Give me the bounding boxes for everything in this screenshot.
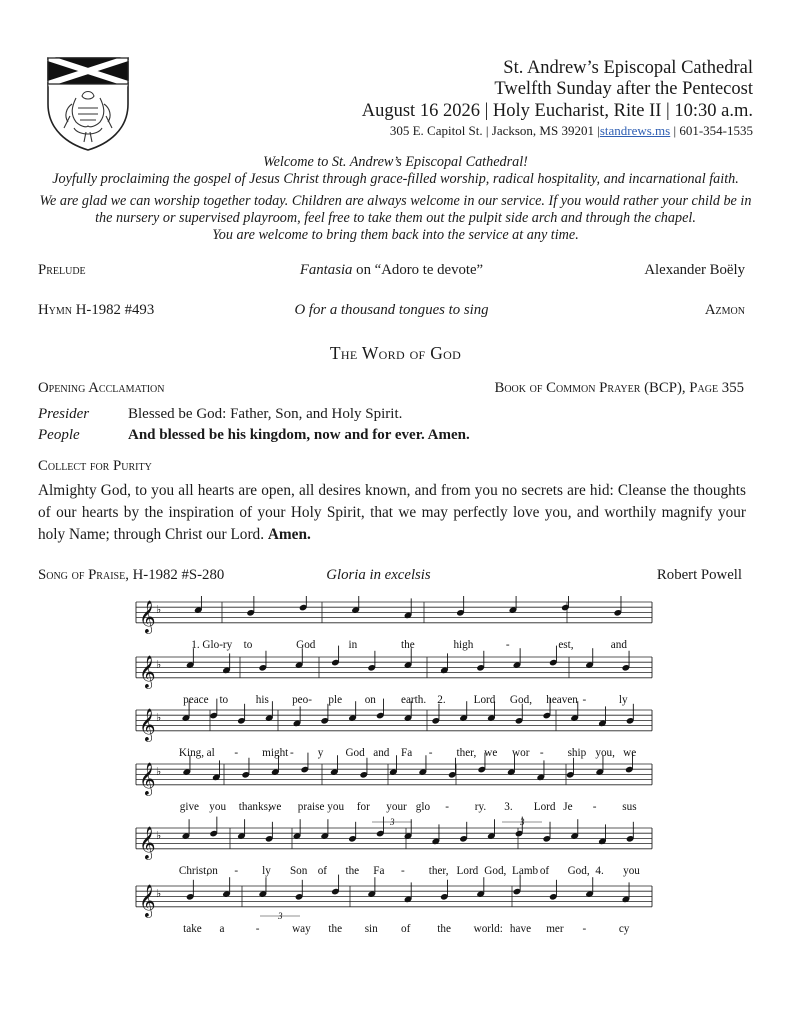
address: 305 E. Capitol St. | Jackson, MS 39201 |: [389, 123, 600, 138]
lyric-syllable: 4.: [595, 864, 604, 877]
lyric-syllable: wor: [512, 746, 530, 759]
lyric-syllable: your: [386, 800, 407, 813]
music-score: [132, 596, 658, 956]
service-header: [362, 58, 753, 139]
music-staff: [136, 596, 652, 651]
lyric-syllable: heaven: [546, 693, 578, 706]
lyric-syllable: -: [505, 638, 510, 651]
lyric-syllable: Christ,: [178, 864, 210, 877]
lyric-syllable: in: [348, 638, 358, 651]
flat-icon: ♭: [156, 603, 162, 616]
lyric-syllable: and: [373, 746, 390, 759]
lyric-syllable: take: [183, 922, 202, 935]
treble-clef-icon: 𝄞: [139, 656, 156, 688]
music-staff: [136, 699, 652, 759]
lyric-syllable: mer: [546, 922, 564, 935]
lyric-syllable: 1. Glo-ry: [191, 638, 233, 651]
lyric-syllable: -: [289, 746, 294, 759]
flat-icon: ♭: [156, 658, 162, 671]
lyric-syllable: give: [179, 800, 200, 813]
treble-clef-icon: 𝄞: [139, 601, 156, 633]
acclamation-label: Opening Acclamation: [38, 380, 165, 396]
lyric-syllable: of: [401, 922, 411, 935]
collect-amen: Amen.: [267, 526, 311, 543]
lyric-syllable: we: [268, 800, 282, 813]
lyric-syllable: ship: [567, 746, 587, 759]
lyric-syllable: Je: [563, 800, 573, 813]
lyric-syllable: we: [623, 746, 637, 759]
lyric-line: [183, 694, 628, 706]
song-composer: Robert Powell: [656, 567, 742, 583]
lyric-syllable: -: [428, 746, 433, 759]
flat-icon: ♭: [156, 711, 162, 724]
lyric-syllable: 2.: [437, 693, 446, 706]
lyric-syllable: the: [328, 922, 343, 935]
people-label: People: [38, 427, 80, 443]
lyric-syllable: we: [484, 746, 498, 759]
lyric-syllable: of: [317, 864, 328, 877]
lyric-syllable: King,: [178, 746, 205, 759]
lyric-syllable: God,: [484, 864, 507, 877]
presider-text: Blessed be God: Father, Son, and Holy Spirit.: [128, 406, 403, 422]
lyric-syllable: his: [255, 693, 269, 706]
occasion-title: Twelfth Sunday after the Pentecost: [494, 79, 753, 99]
children-line-1: We are glad we can worship together today. Children are always welcome in our service. If you would rather your child be in: [39, 193, 752, 209]
treble-clef-icon: 𝄞: [139, 709, 156, 741]
lyric-syllable: way: [292, 922, 311, 935]
lyric-syllable: you: [209, 800, 227, 813]
treble-clef-icon: 𝄞: [139, 827, 156, 859]
flat-icon: ♭: [156, 829, 162, 842]
lyric-syllable: and: [610, 638, 627, 651]
contact-line: [362, 123, 753, 139]
treble-clef-icon: 𝄞: [139, 885, 156, 917]
lyric-syllable: a: [219, 922, 225, 935]
hymn-label: Hymn H-1982 #493: [38, 302, 155, 318]
triplet-mark: 3: [278, 911, 283, 921]
collect-text: Almighty God, to you all hearts are open, all desires known, and from you no secrets are hid: Cleanse the thoughts of our hearts by the inspiration of your Holy Spirit, that we may perfectly love you, and worthily magnify your holy Name; through Christ our Lord. Amen.: [38, 482, 746, 543]
flat-icon: ♭: [156, 765, 162, 778]
lyric-syllable: Lord: [456, 864, 479, 877]
lyric-syllable: -: [234, 864, 239, 877]
lyric-syllable: you: [327, 800, 345, 813]
lyric-line: [179, 747, 636, 759]
lyric-syllable: est,: [558, 638, 574, 651]
cathedral-crest-logo: [46, 56, 130, 152]
lyric-syllable: the: [345, 864, 360, 877]
lyric-syllable: ple: [328, 693, 343, 706]
triplet-mark: 3: [520, 817, 525, 827]
song-title: Gloria in excelsis: [326, 567, 431, 583]
phone: | 601-354-1535: [673, 123, 753, 138]
lyric-syllable: earth.: [401, 693, 427, 706]
lyric-syllable: might: [262, 746, 289, 759]
people-text: And blessed be his kingdom, now and for ever. Amen.: [128, 427, 470, 443]
lyric-syllable: sus: [622, 800, 637, 813]
lyric-syllable: God,: [509, 693, 533, 706]
lyric-syllable: -: [401, 864, 405, 877]
lyric-syllable: peo-: [292, 693, 312, 706]
website-link[interactable]: standrews.ms: [599, 123, 671, 138]
service-info: August 16 2026 | Holy Eucharist, Rite II | 10:30 a.m.: [361, 101, 753, 121]
lyric-syllable: -: [582, 922, 587, 935]
lyric-syllable: sin: [364, 922, 378, 935]
lyric-syllable: Lord: [473, 693, 496, 706]
lyric-syllable: -: [445, 800, 449, 813]
lyric-syllable: to: [219, 693, 229, 706]
lyric-line: [191, 639, 627, 651]
lyric-syllable: have: [509, 922, 532, 935]
lyric-syllable: God: [296, 638, 316, 651]
lyric-syllable: -: [234, 746, 239, 759]
children-line-2: the nursery or supervised playroom, feel free to take them out the pulpit side arch and through the chapel.: [95, 210, 696, 226]
song-label: Song of Praise, H-1982 #S-280: [38, 567, 225, 583]
welcome-line: Welcome to St. Andrew’s Episcopal Cathedral!: [263, 154, 528, 170]
lyric-syllable: to: [243, 638, 253, 651]
lyric-syllable: Fa: [373, 864, 385, 877]
prelude-label: Prelude: [38, 262, 86, 278]
welcome-message: [30, 154, 761, 244]
lyric-syllable: Son: [289, 864, 308, 877]
lyric-syllable: -: [592, 800, 597, 813]
lyric-syllable: ly: [618, 693, 628, 706]
music-staff: [136, 646, 652, 706]
lyric-syllable: praise: [297, 800, 325, 813]
lyric-syllable: glo: [415, 800, 431, 813]
lyric-syllable: on: [364, 693, 376, 706]
lyric-syllable: ther,: [456, 746, 477, 759]
lyric-syllable: you: [623, 864, 640, 877]
lyric-syllable: high: [453, 638, 474, 651]
lyric-syllable: ly: [262, 864, 271, 877]
lyric-syllable: ther,: [428, 864, 449, 877]
lyric-syllable: al: [206, 746, 215, 759]
lyric-syllable: the: [401, 638, 415, 651]
lyric-syllable: world:: [473, 922, 503, 935]
lyric-syllable: for: [356, 800, 370, 813]
lyric-syllable: 3.: [504, 800, 513, 813]
lyric-syllable: -: [539, 746, 544, 759]
lyric-line: [183, 923, 630, 935]
lyric-syllable: thanks,: [238, 800, 271, 813]
lyric-line: [180, 801, 637, 813]
lyric-syllable: the: [437, 922, 451, 935]
lyric-line: [179, 865, 640, 877]
triplet-mark: 3: [390, 817, 395, 827]
lyric-syllable: on: [206, 864, 218, 877]
hymn-title: O for a thousand tongues to sing: [294, 302, 489, 318]
lyric-syllable: -: [582, 693, 587, 706]
bcp-reference: Book of Common Prayer (BCP), Page 355: [494, 380, 744, 396]
lyric-syllable: -: [255, 922, 260, 935]
lyric-syllable: God,: [567, 864, 590, 877]
lyric-syllable: cy: [618, 922, 630, 935]
prelude-composer: Alexander Boëly: [644, 262, 745, 278]
collect-label: Collect for Purity: [38, 458, 152, 474]
cathedral-name: St. Andrew’s Episcopal Cathedral: [503, 58, 753, 78]
prelude-title: Fantasia on “Adoro te devote”: [299, 262, 484, 278]
lyric-syllable: y: [317, 746, 324, 759]
lyric-syllable: ry.: [474, 800, 487, 813]
presider-label: Presider: [38, 406, 90, 422]
lyric-syllable: of: [539, 864, 550, 877]
music-staff: [136, 753, 652, 813]
lyric-syllable: Lamb: [512, 864, 539, 877]
music-staff: [136, 875, 652, 935]
children-line-3: You are welcome to bring them back into the service at any time.: [212, 227, 579, 243]
hymn-tune: Azmon: [704, 302, 745, 318]
section-title: The Word of God: [329, 343, 462, 363]
lyric-syllable: Fa: [401, 746, 413, 759]
lyric-syllable: God: [345, 746, 365, 759]
treble-clef-icon: 𝄞: [139, 763, 156, 795]
flat-icon: ♭: [156, 887, 162, 900]
mission-line: Joyfully proclaiming the gospel of Jesus Christ through grace-filled worship, radical hospitality, and incarnational faith.: [52, 171, 739, 187]
lyric-syllable: peace: [183, 693, 209, 706]
lyric-syllable: Lord: [533, 800, 556, 813]
lyric-syllable: you,: [595, 746, 615, 759]
